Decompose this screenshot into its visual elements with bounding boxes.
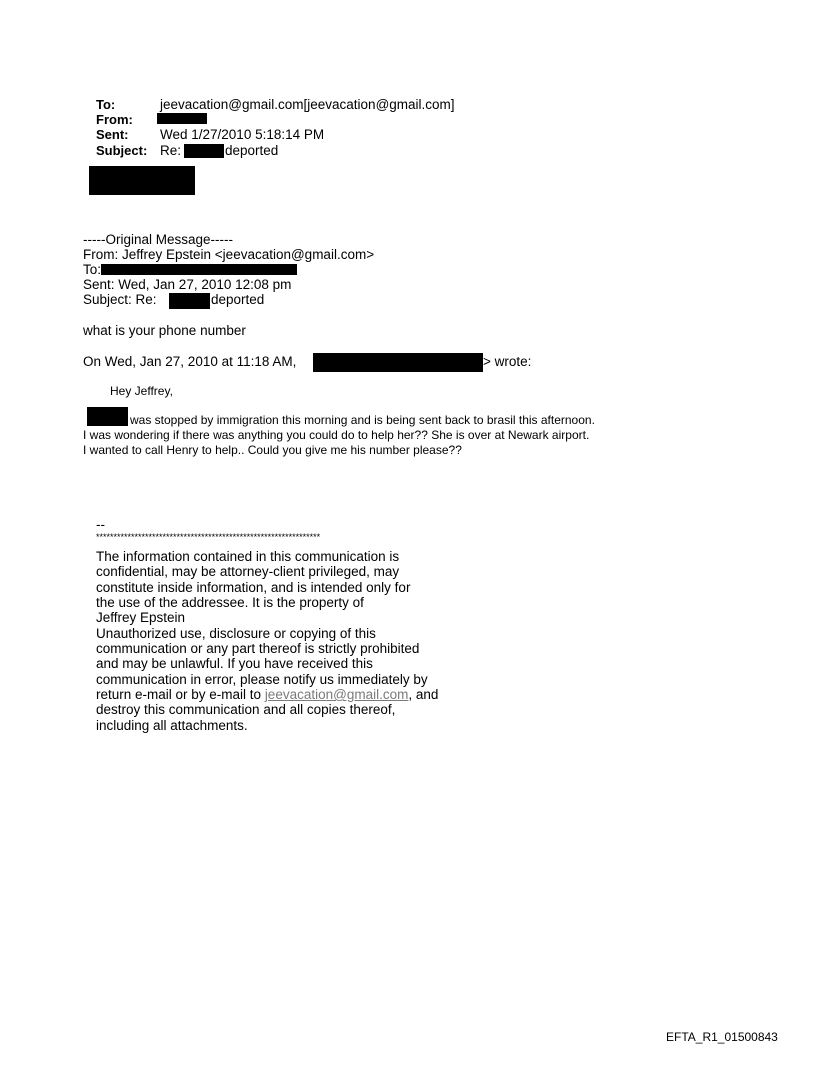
signature-stars: **************************************************************** <box>96 532 321 542</box>
to-label: To: <box>96 97 116 112</box>
quote-intro-prefix: On Wed, Jan 27, 2010 at 11:18 AM, <box>83 354 297 369</box>
disclaimer-line: communication in error, please notify us immediately by <box>96 672 428 687</box>
from-label: From: <box>96 112 133 127</box>
disclaimer-return-line <box>96 687 438 702</box>
original-subject-prefix: Subject: Re: <box>83 292 157 307</box>
signature-dashes: -- <box>96 517 105 532</box>
disclaimer-line: including all attachments. <box>96 718 248 733</box>
disclaimer-return-prefix: return e-mail or by e-mail to <box>96 687 265 702</box>
reply-text: what is your phone number <box>83 323 246 338</box>
original-subject-suffix: deported <box>211 292 265 307</box>
disclaimer-return-suffix: , and <box>408 687 439 702</box>
subject-prefix: Re: <box>160 143 182 158</box>
sent-value: Wed 1/27/2010 5:18:14 PM <box>160 127 325 142</box>
disclaimer-line: Unauthorized use, disclosure or copying of this <box>96 626 376 641</box>
disclaimer-line: and may be unlawful. If you have received this <box>96 656 373 671</box>
original-from: From: Jeffrey Epstein <jeevacation@gmail.com> <box>83 247 375 262</box>
disclaimer-line: constitute inside information, and is intended only for <box>96 580 411 595</box>
original-to-prefix: To: <box>83 262 102 277</box>
quote-intro-suffix: > wrote: <box>483 354 532 369</box>
quoted-line-1: was stopped by immigration this morning and is being sent back to brasil this afternoon. <box>130 413 595 427</box>
subject-label: Subject: <box>96 143 148 158</box>
quoted-line-2: I was wondering if there was anything you could do to help her?? She is over at Newark airport. <box>83 428 590 442</box>
from-redaction <box>157 113 207 124</box>
quote-sender-redaction <box>313 353 483 372</box>
disclaimer-line: confidential, may be attorney-client privileged, may <box>96 564 400 579</box>
original-separator: -----Original Message----- <box>83 232 234 247</box>
original-to-redaction <box>101 264 297 275</box>
original-subject-redaction <box>169 293 210 309</box>
sent-label: Sent: <box>96 127 129 142</box>
disclaimer-line: the use of the addressee. It is the property of <box>96 595 364 610</box>
bates-number: EFTA_R1_01500843 <box>666 1030 778 1044</box>
disclaimer-line: communication or any part thereof is strictly prohibited <box>96 641 420 656</box>
disclaimer-line: destroy this communication and all copies thereof, <box>96 702 396 717</box>
subject-redaction <box>184 144 224 158</box>
to-value: jeevacation@gmail.com[jeevacation@gmail.com] <box>160 97 455 112</box>
disclaimer-email-link[interactable]: jeevacation@gmail.com <box>264 687 409 702</box>
quoted-name-redaction <box>87 407 128 426</box>
disclaimer-line: Jeffrey Epstein <box>96 610 186 625</box>
quoted-line-3: I wanted to call Henry to help.. Could you give me his number please?? <box>83 443 462 457</box>
reply-body-redaction <box>89 166 195 195</box>
subject-suffix: deported <box>225 143 279 158</box>
disclaimer-line: The information contained in this communication is <box>96 549 400 564</box>
quoted-greeting: Hey Jeffrey, <box>110 384 173 398</box>
original-sent: Sent: Wed, Jan 27, 2010 12:08 pm <box>83 277 292 292</box>
